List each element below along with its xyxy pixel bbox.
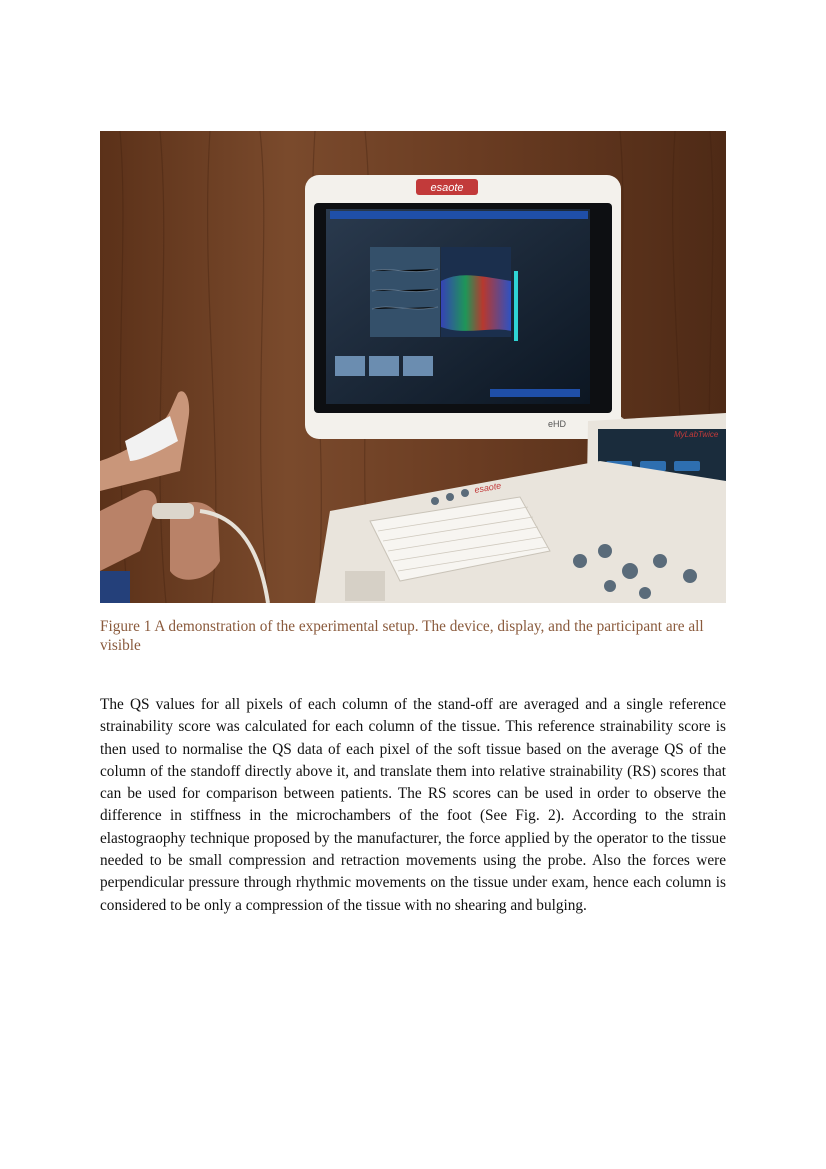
touchscreen-brand: MyLabTwice [674, 430, 719, 439]
setup-photo-illustration [100, 131, 726, 603]
figure-caption: Figure 1 A demonstration of the experimental setup. The device, display, and the participant are all visible [100, 618, 704, 654]
bmode-pane [370, 247, 440, 337]
monitor-badge: eHD [548, 419, 567, 429]
screen-header-bar [330, 211, 588, 219]
thumbnail-strip [335, 356, 433, 376]
figure-1-photo [100, 131, 726, 603]
monitor-brand-logo: esaote [430, 182, 464, 194]
console-vent [345, 571, 385, 601]
strain-scale [514, 271, 518, 341]
operator-sleeve [100, 571, 130, 603]
console-brand-logo: esaote [473, 480, 502, 495]
ultrasound-probe [152, 503, 194, 519]
screen-footer-bar [490, 389, 580, 397]
body-paragraph: The QS values for all pixels of each column of the stand-off are averaged and a single reference strainability score was calculated for each column of the tissue. This reference strainability score is then used to normalise the QS data of each pixel of the soft tissue based on the average QS of the column of the standoff directly above it, and translate them into relative strainability (RS) scores that can be used for comparison between patients. The RS scores can be used in order to observe the difference in stiffness in the microchambers of the foot (See Fig. 2). According to the strain elastograophy technique proposed by the manufacturer, the force applied by the operator to the tissue needed to be small compression and retraction movements using the probe. Also the forces were perpendicular pressure through rhythmic movements on the tissue under exam, hence each column is considered to be only a compression of the tissue with no shearing and bulging. [100, 696, 726, 914]
elastography-overlay [441, 275, 511, 331]
